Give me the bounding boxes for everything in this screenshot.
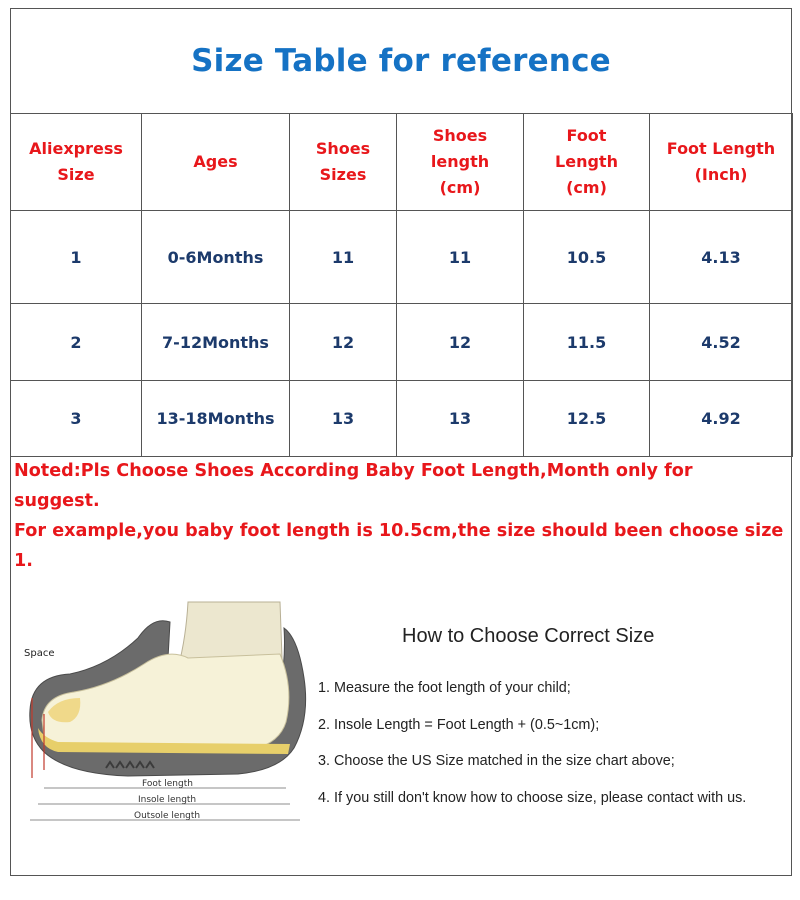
cell-shoes-size: 13 (290, 381, 397, 457)
cell-foot-length-cm: 12.5 (524, 381, 650, 457)
insole-length-label: Insole length (138, 795, 197, 805)
cell-foot-length-inch: 4.52 (650, 304, 793, 381)
cell-shoes-length: 11 (397, 211, 524, 304)
cell-ages: 7-12Months (142, 304, 290, 381)
foot-measurement-illustration (18, 598, 318, 833)
cell-foot-length-inch: 4.13 (650, 211, 793, 304)
cell-foot-length-cm: 10.5 (524, 211, 650, 304)
header-shoes-sizes: Shoes Sizes (290, 114, 397, 211)
title-box (10, 8, 792, 114)
howto-steps (318, 680, 746, 826)
howto-step: 4. If you still don't know how to choose size, please contact with us. (318, 789, 747, 806)
table-row (11, 211, 793, 304)
cell-ages: 0-6Months (142, 211, 290, 304)
header-foot-length-inch: Foot Length (Inch) (650, 114, 793, 211)
note-line-1: Noted:Pls Choose Shoes According Baby Foot Length,Month only for suggest. (14, 461, 693, 511)
cell-shoes-length: 13 (397, 381, 524, 457)
foot-length-label: Foot length (142, 779, 193, 789)
cell-shoes-size: 11 (290, 211, 397, 304)
space-label: Space (24, 648, 55, 659)
note-line-2: For example,you baby foot length is 10.5cm,the size should been choose size 1. (14, 521, 784, 571)
cell-size: 2 (11, 304, 142, 381)
table-row (11, 381, 793, 457)
table-header-row (11, 114, 793, 211)
header-aliexpress-size: Aliexpress Size (11, 114, 142, 211)
howto-step: 3. Choose the US Size matched in the size chart above; (318, 753, 675, 769)
cell-ages: 13-18Months (142, 381, 290, 457)
outsole-length-label: Outsole length (134, 811, 201, 821)
header-foot-length-cm: Foot Length (cm) (524, 114, 650, 211)
cell-foot-length-inch: 4.92 (650, 381, 793, 457)
cell-size: 1 (11, 211, 142, 304)
header-ages: Ages (142, 114, 290, 211)
header-shoes-length: Shoes length (cm) (397, 114, 524, 211)
howto-step: 2. Insole Length = Foot Length + (0.5~1cm); (318, 716, 600, 733)
howto-title: How to Choose Correct Size (402, 625, 655, 647)
cell-foot-length-cm: 11.5 (524, 304, 650, 381)
size-note (14, 456, 784, 576)
table-row (11, 304, 793, 381)
cell-shoes-length: 12 (397, 304, 524, 381)
size-table (10, 113, 793, 457)
howto-step: 1. Measure the foot length of your child; (318, 680, 571, 696)
page-title: Size Table for reference (191, 43, 611, 79)
cell-shoes-size: 12 (290, 304, 397, 381)
cell-size: 3 (11, 381, 142, 457)
